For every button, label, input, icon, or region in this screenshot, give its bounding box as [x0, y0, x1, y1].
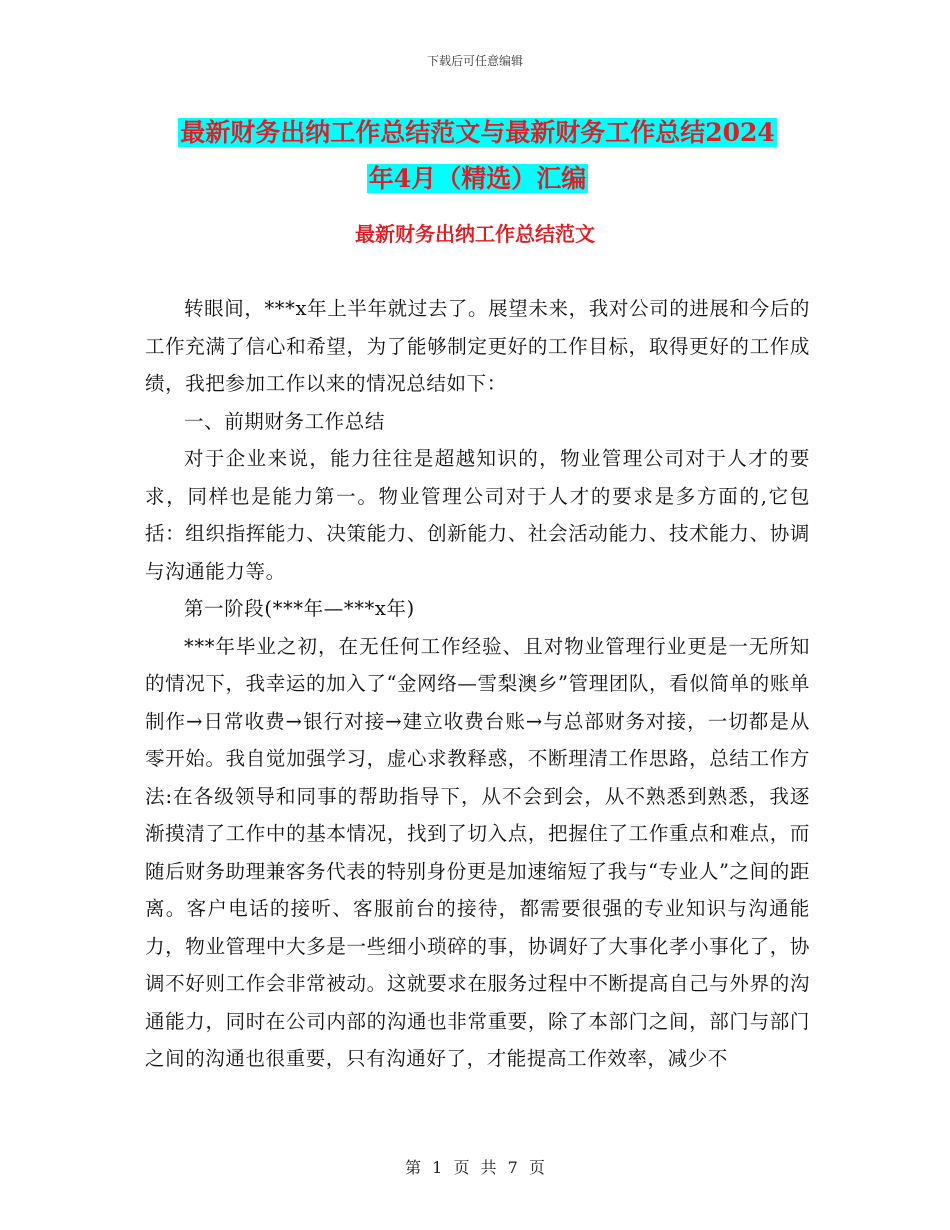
paragraph-stage-1-detail: ***年毕业之初，在无任何工作经验、且对物业管理行业更是一无所知的情况下，我幸运的加入了“金网络—雪梨澳乡”管理团队，看似简单的账单制作→日常收费→银行对接→建立收费台账→与总部财务对接，一切都是从零开始。我自觉加强学习，虚心求教释惑，不断理清工作思路，总结工作方法:在各级领导和同事的帮助指导下，从不会到会，从不熟悉到熟悉，我逐渐摸清了工作中的基本情况，找到了切入点，把握住了工作重点和难点，而随后财务助理兼客务代表的特别身份更是加速缩短了我与“专业人”之间的距离。客户电话的接听、客服前台的接待，都需要很强的专业知识与沟通能力，物业管理中大多是一些细小琐碎的事，协调好了大事化孝小事化了，协调不好则工作会非常被动。这就要求在服务过程中不断提高自己与外界的沟通能力，同时在公司内部的沟通也非常重要，除了本部门之间，部门与部门之间的沟通也很重要，只有沟通好了，才能提高工作效率，减少不	[145, 634, 810, 1070]
paragraph-ability: 对于企业来说，能力往往是超越知识的，物业管理公司对于人才的要求，同样也是能力第一。物业管理公司对于人才的要求是多方面的,它包括：组织指挥能力、决策能力、创新能力、社会活动能力、技术能力、协调与沟通能力等。	[145, 447, 810, 583]
document-body	[145, 290, 810, 1078]
section-title: 最新财务出纳工作总结范文	[355, 222, 595, 246]
page-header-note: 下载后可任意编辑	[426, 54, 523, 68]
paragraph-stage-1: 第一阶段(***年—***x年)	[184, 597, 415, 620]
paragraph-intro: 转眼间，***x年上半年就过去了。展望未来，我对公司的进展和今后的工作充满了信心和希望，为了能够制定更好的工作目标，取得更好的工作成绩，我把参加工作以来的情况总结如下：	[145, 297, 810, 395]
document-title-line-2: 年4月（精选）汇编	[368, 164, 587, 193]
document-title	[145, 110, 810, 202]
paragraph-heading-1: 一、前期财务工作总结	[184, 409, 386, 433]
page-number-footer: 第 1 页 共 7 页	[405, 1158, 545, 1177]
document-title-line-1: 最新财务出纳工作总结范文与最新财务工作总结2024	[180, 118, 775, 147]
